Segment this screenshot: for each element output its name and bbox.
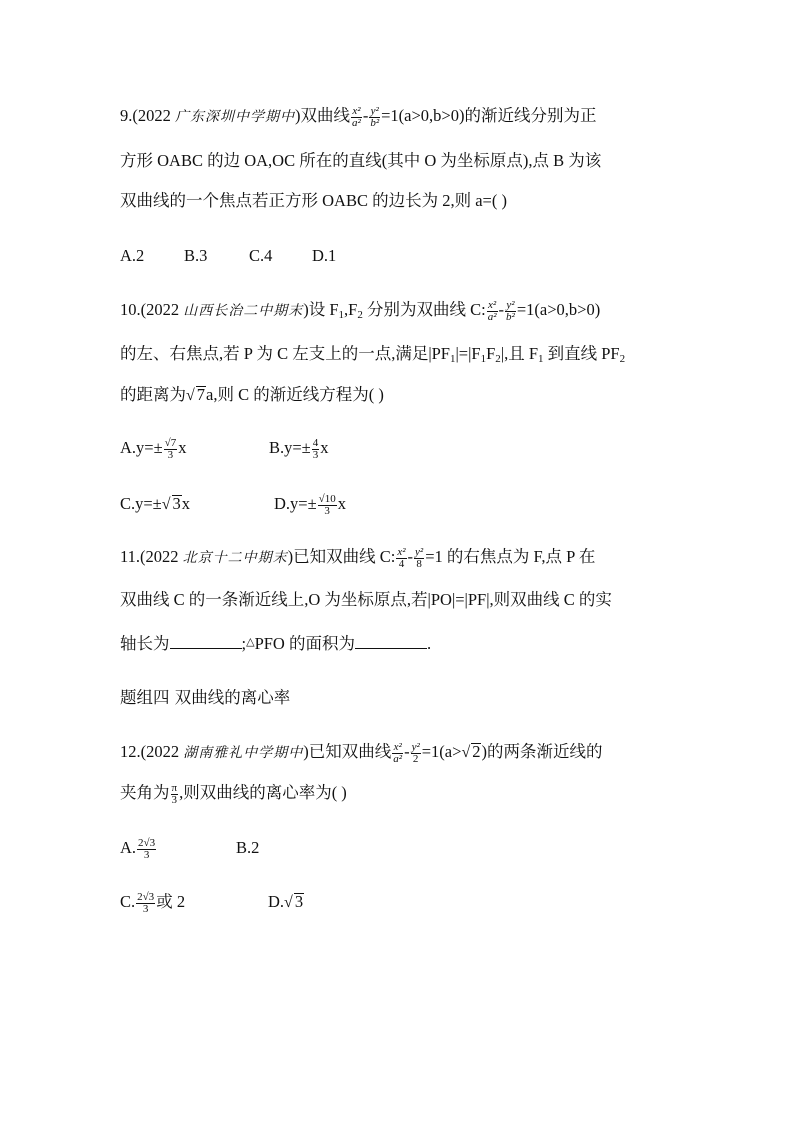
q10-option-b <box>269 436 329 461</box>
fraction-4-over-3: $\frac{4}{3}$ <box>312 436 319 461</box>
fraction-y2-b2: $\frac{\text{y²}}{\text{b²}}$ <box>506 298 515 323</box>
q11-line-3 <box>120 630 431 656</box>
option-label: A.y=± <box>120 438 163 457</box>
option-label: C.y=± <box>120 494 162 513</box>
fraction-y2-b2: $\frac{\text{y²}}{\text{b²}}$ <box>370 104 380 129</box>
q10-text: a,则 C 的渐近线方程为( ) <box>206 385 384 404</box>
fraction-y2-8: $\frac{\text{y²}}{8}$ <box>415 545 424 570</box>
q12-line-2 <box>120 781 347 806</box>
q10-line-1: 10.(2022 山西长治二中期末)设 $F_1,F_2$ 分别为双曲线 C: $\frac{\text{x²}}{\text{a²}}$ - $\frac{\text{y²}}{\text{b²}}$ =1(a>0,b>0) <box>120 298 601 323</box>
answer-blank-1[interactable] <box>170 634 242 649</box>
fraction-y2-2: $\frac{\text{y²}}{2}$ <box>411 740 420 765</box>
q10-text: |,且 F <box>500 344 538 363</box>
q12-option-a <box>120 836 157 861</box>
option-variable: x <box>181 494 191 513</box>
q12-text: )已知双曲线 <box>303 742 392 761</box>
q10-text: =1(a>0,b>0) <box>516 300 601 319</box>
q9-text: )双曲线 <box>295 106 350 125</box>
q10-text: |=|F <box>455 344 481 363</box>
q11-line-2: 双曲线 C 的一条渐近线上,O 为坐标原点,若|PO|=|PF|,则双曲线 C 的实 <box>120 590 612 609</box>
q10-number: 10.(2022 <box>120 300 180 319</box>
q10-source: 山西长治二中期末 <box>183 303 304 319</box>
q10-text: ,F <box>344 300 358 319</box>
q11-text: =1 的右焦点为 F,点 P 在 <box>425 547 596 566</box>
q12-option-d: D.√ 3 <box>268 892 304 911</box>
q12-text: )的两条渐近线的 <box>481 742 603 761</box>
fraction-2sqrt3-over-3: $\frac{2√3}{3}$ <box>137 890 155 915</box>
q10-text: 到直线 PF <box>547 344 620 363</box>
q12-option-b: B.2 <box>236 838 260 857</box>
q9-source: 广东深圳中学期中 <box>175 109 295 125</box>
fraction-x2-a2: $\frac{\text{x²}}{\text{a²}}$ <box>487 298 497 323</box>
q11-text: 轴长为 <box>120 634 170 653</box>
q9-option-d: D.1 <box>312 246 337 265</box>
triangle-icon: △ <box>246 636 255 648</box>
option-variable: x <box>337 494 346 513</box>
q11-text: . <box>426 634 432 653</box>
q11-text: ; <box>241 634 247 653</box>
q9-option-c: C.4 <box>249 246 273 265</box>
fraction-2sqrt3-over-3: $\frac{2√3}{3}$ <box>138 836 156 861</box>
q10-option-c: C.y=±√ 3x <box>120 494 191 513</box>
q10-text: F <box>486 344 496 363</box>
q11-line-1: 11.(2022 北京十二中期末)已知双曲线 C: $\frac{\text{x²}}{4}$ - $\frac{\text{y²}}{8}$ =1 的右焦点为 F,点 P 在 <box>120 545 596 570</box>
q12-text: =1(a> <box>421 742 462 761</box>
q10-line-3: 的距离为√ 7a,则 C 的渐近线方程为( ) <box>120 385 384 404</box>
q10-text: 的左、右焦点,若 P 为 C 左支上的一点,满足|PF <box>120 344 450 363</box>
option-variable: x <box>320 438 329 457</box>
fraction-x2-4: $\frac{\text{x²}}{4}$ <box>397 545 406 570</box>
fraction-x2-a2: $\frac{\text{x²}}{\text{a²}}$ <box>393 740 403 765</box>
q9-line-1: 9.(2022 广东深圳中学期中)双曲线 $\frac{\text{x²}}{\text{a²}}$ - $\frac{\text{y²}}{\text{b²}}$ =1(a>0,b>0)的渐近线分别为正 <box>120 104 597 129</box>
q11-text: PFO 的面积为 <box>254 634 355 653</box>
option-label: C. <box>120 892 136 911</box>
q9-option-a: A.2 <box>120 246 145 265</box>
q11-source: 北京十二中期末 <box>182 550 288 566</box>
answer-blank-2[interactable] <box>355 634 427 649</box>
section-heading: 题组四 双曲线的离心率 <box>120 688 291 707</box>
fraction-sqrt7-over-3: $\frac{√7}{3}$ <box>164 436 177 461</box>
fraction-sqrt10-over-3: $\frac{√10}{3}$ <box>318 492 336 517</box>
q11-text: )已知双曲线 C: <box>287 547 396 566</box>
q12-text: ,则双曲线的离心率为( ) <box>179 783 347 802</box>
q10-option-a <box>120 436 186 461</box>
option-label: B.y=± <box>269 438 311 457</box>
option-label: A. <box>120 838 137 857</box>
q10-option-d <box>274 492 346 517</box>
option-label: D. <box>268 892 285 911</box>
q11-number: 11.(2022 <box>120 547 179 566</box>
q12-option-c <box>120 890 185 915</box>
q12-source: 湖南雅礼中学期中 <box>183 745 304 761</box>
q10-line-2: 的左、右焦点,若 P 为 C 左支上的一点,满足$|PF_1|=|F_1F_2|$,且 $F_1$ 到直线 $PF_2$ <box>120 344 626 365</box>
q10-text: 分别为双曲线 C: <box>366 300 486 319</box>
q12-line-1: 12.(2022 湖南雅礼中学期中)已知双曲线 $\frac{\text{x²}}{\text{a²}}$ - $\frac{\text{y²}}{2}$ =1(a>√ 2)的两条渐近线的 <box>120 740 603 765</box>
q10-text: 的距离为 <box>120 385 186 404</box>
fraction-pi-over-3: $\frac{\pi}{3}$ <box>171 781 178 806</box>
q12-number: 12.(2022 <box>120 742 180 761</box>
q9-line-3: 双曲线的一个焦点若正方形 OABC 的边长为 2,则 a=( ) <box>120 191 507 210</box>
q9-number: 9.(2022 <box>120 106 171 125</box>
fraction-x2-a2: $\frac{\text{x²}}{\text{a²}}$ <box>352 104 361 129</box>
q9-line-2: 方形 OABC 的边 OA,OC 所在的直线(其中 O 为坐标原点),点 B 为该 <box>120 151 602 170</box>
q12-text: 夹角为 <box>120 783 170 802</box>
q9-option-b: B.3 <box>184 246 208 265</box>
q10-text: )设 F <box>303 300 339 319</box>
q9-text: =1(a>0,b>0)的渐近线分别为正 <box>381 106 597 125</box>
option-variable: x <box>178 438 187 457</box>
option-text: 或 2 <box>156 892 186 911</box>
option-label: D.y=± <box>274 494 317 513</box>
